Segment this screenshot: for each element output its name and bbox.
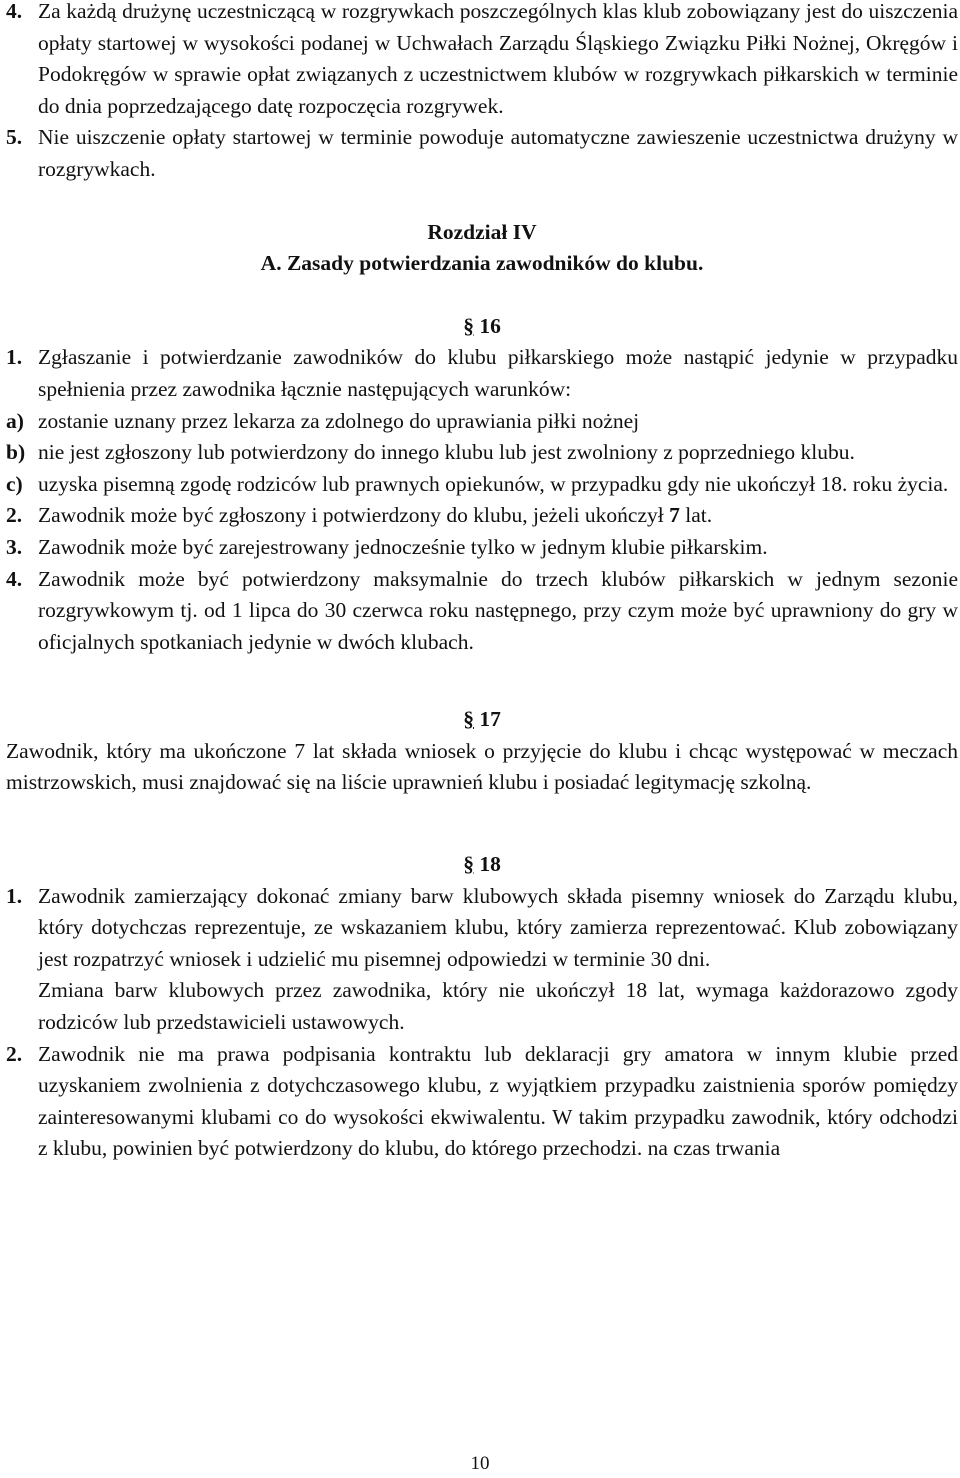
document-page <box>6 0 958 1165</box>
item-number: 2. <box>6 503 23 528</box>
item-number: 1. <box>6 345 23 370</box>
spacer <box>6 658 958 704</box>
section-18-point-2 <box>6 1039 958 1165</box>
item-number: 1. <box>6 883 23 908</box>
item-4 <box>6 0 958 122</box>
item-number: 5. <box>6 125 23 150</box>
item-number: 4. <box>6 0 23 23</box>
chapter-title: Rozdział IV <box>427 219 537 244</box>
sub-number: c) <box>6 471 23 496</box>
section-sign: § <box>463 313 474 338</box>
condition-c <box>6 469 958 501</box>
section-16-point-4 <box>6 564 958 659</box>
item-text: Zawodnik nie ma prawa podpisania kontraktu lub deklaracji gry amatora w innym klubie przed uzyskaniem zwolnienia z dotychczasowego klubu, z wyjątkiem przypadku zaistnienia sporów pomiędzy zainteresowanymi klubami co do wysokości ekwiwalentu. W takim przypadku zawodnik, który odchodzi z klubu, powinien być potwierdzony do klubu, do którego przechodzi. na czas trwania <box>38 1041 958 1161</box>
item-text: Zawodnik może być potwierdzony maksymalnie do trzech klubów piłkarskich w jednym sezonie rozgrywkowym tj. od 1 lipca do 30 czerwca roku następnego, przy czym może być uprawniony do gry w oficjalnych spotkaniach jedynie w dwóch klubach. <box>38 566 958 654</box>
item-text: Nie uiszczenie opłaty startowej w terminie powoduje automatyczne zawieszenie uczestnictwa drużyny w rozgrywkach. <box>38 125 958 181</box>
section-number: 17 <box>473 707 501 732</box>
section-16-point-1 <box>6 342 958 405</box>
condition-b <box>6 437 958 469</box>
item-text: Zgłaszanie i potwierdzanie zawodników do klubu piłkarskiego może nastąpić jedynie w przypadku spełnienia przez zawodnika łącznie następujących warunków: <box>38 345 958 401</box>
item-number: 3. <box>6 534 23 559</box>
section-17-text: Zawodnik, który ma ukończone 7 lat składa wniosek o przyjęcie do klubu i chcąc występować w meczach mistrzowskich, musi znajdować się na liście uprawnień klubu i posiadać legitymację szkolną. <box>6 738 958 795</box>
item-text: Zawodnik może być zgłoszony i potwierdzony do klubu, jeżeli ukończył <box>38 503 670 528</box>
condition-a <box>6 406 958 438</box>
section-number: 16 <box>473 313 501 338</box>
sub-text: uzyska pisemną zgodę rodziców lub prawnych opiekunów, w przypadku gdy nie ukończył 18. roku życia. <box>38 471 949 496</box>
section-18-point-1 <box>6 881 958 976</box>
page-number: 10 <box>470 1453 490 1474</box>
sub-text: nie jest zgłoszony lub potwierdzony do innego klubu lub jest zwolniony z poprzedniego klubu. <box>38 440 855 465</box>
spacer <box>6 186 958 217</box>
section-sign: § <box>463 707 474 732</box>
section-18-heading <box>6 849 958 881</box>
sub-number: b) <box>6 440 26 465</box>
section-17-heading <box>6 704 958 736</box>
item-text: Zawodnik zamierzający dokonać zmiany barw klubowych składa pisemny wniosek do Zarządu klubu, który dotychczas reprezentuje, ze wskazaniem klubu, który zamierza reprezentować. Klub zobowiązany jest rozpatrzyć wniosek i udzielić mu pisemnej odpowiedzi w terminie 30 dni. <box>38 883 958 971</box>
section-16-heading <box>6 311 958 343</box>
sub-text: zostanie uznany przez lekarza za zdolnego do uprawiania piłki nożnej <box>38 408 640 433</box>
section-number: 18 <box>473 852 501 877</box>
item-text: Zawodnik może być zarejestrowany jednocześnie tylko w jednym klubie piłkarskim. <box>38 534 768 559</box>
chapter-subtitle: A. Zasady potwierdzania zawodników do klubu. <box>260 251 704 276</box>
item-text-end: lat. <box>679 503 713 528</box>
section-18-point-1-continuation: Zmiana barw klubowych przez zawodnika, który nie ukończył 18 lat, wymaga każdorazowo zgody rodziców lub przedstawicieli ustawowych. <box>38 978 958 1035</box>
spacer <box>6 799 958 849</box>
section-sign: § <box>463 852 474 877</box>
item-number: 2. <box>6 1041 23 1066</box>
section-16-point-3 <box>6 532 958 564</box>
item-text: Za każdą drużynę uczestniczącą w rozgrywkach poszczególnych klas klub zobowiązany jest do uiszczenia opłaty startowej w wysokości podanej w Uchwałach Zarządu Śląskiego Związku Piłki Nożnej, Okręgów i Podokręgów w sprawie opłat związanych z uczestnictwem klubów w rozgrywkach piłkarskich w terminie do dnia poprzedzającego datę rozpoczęcia rozgrywek. <box>38 0 958 118</box>
age-value: 7 <box>669 503 680 528</box>
spacer <box>6 280 958 311</box>
item-number: 4. <box>6 566 23 591</box>
item-5 <box>6 122 958 185</box>
section-16-point-2 <box>6 500 958 532</box>
sub-number: a) <box>6 408 24 433</box>
